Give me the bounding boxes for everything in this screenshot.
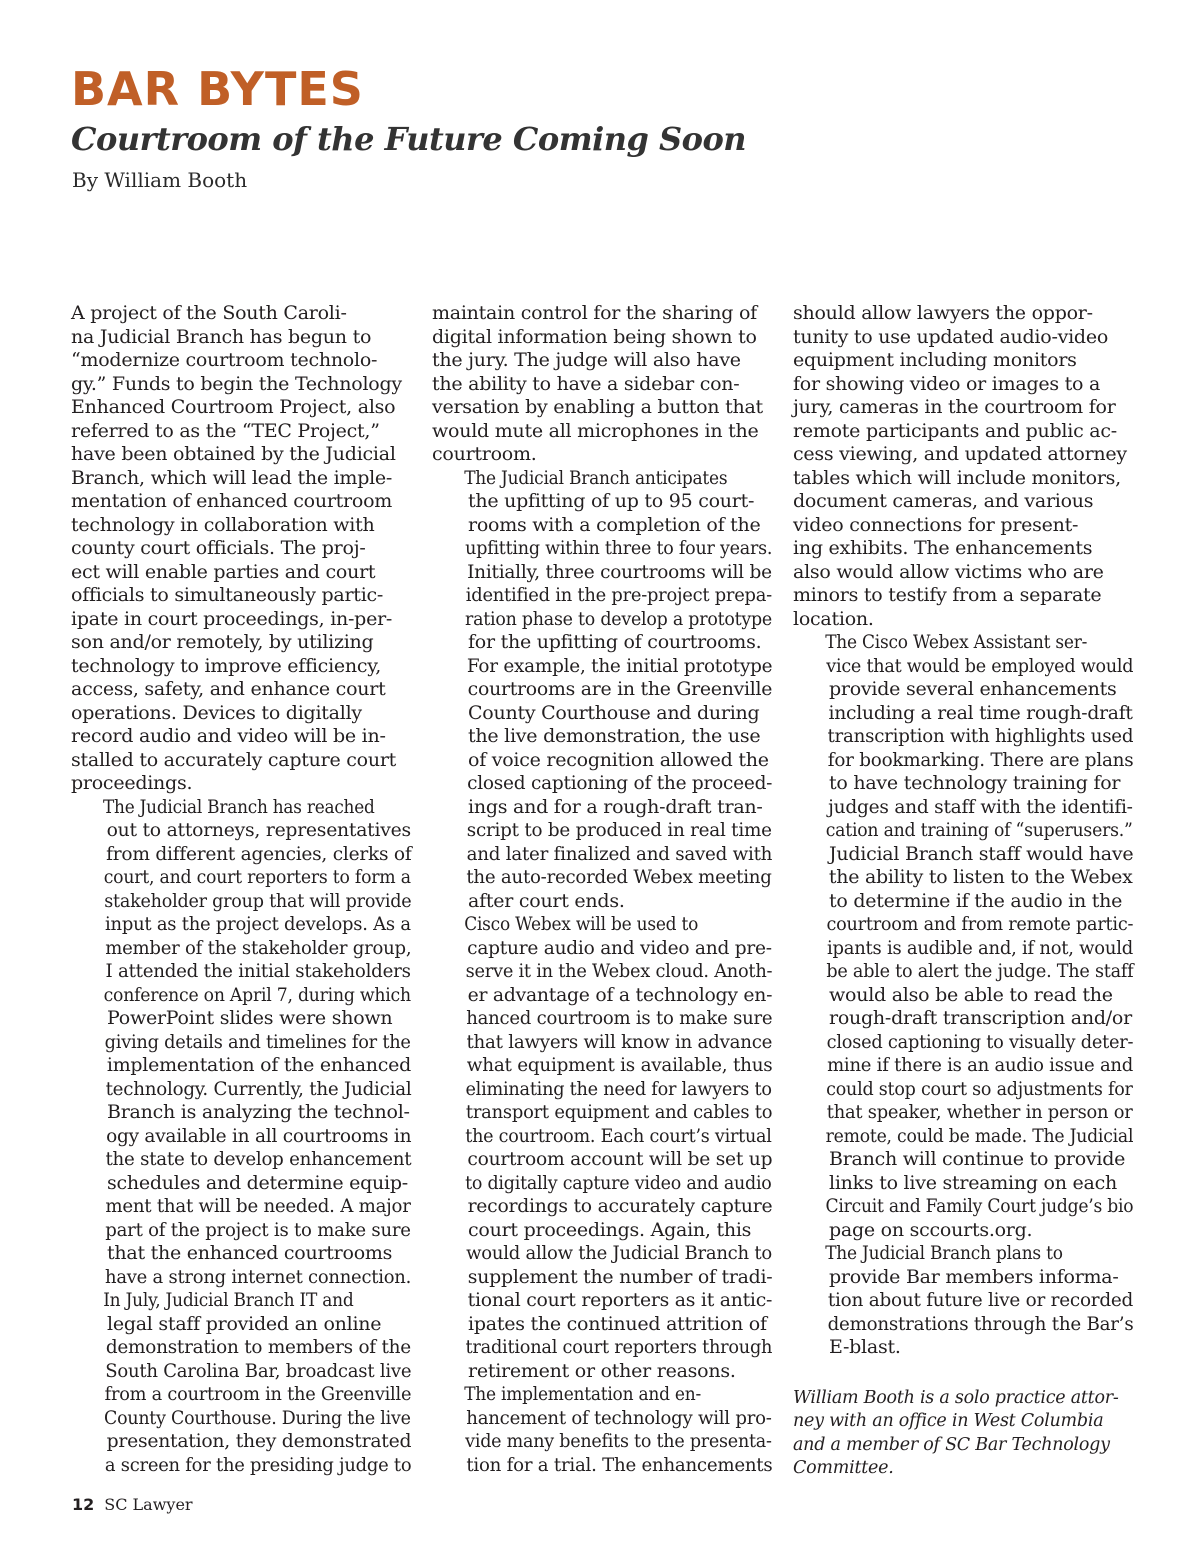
article-paragraph <box>432 302 772 467</box>
text-line: tion about future live or recorded <box>827 1289 1134 1311</box>
text-line: stakeholder group that will provide <box>104 889 412 912</box>
text-line: provide several enhancements <box>829 678 1117 700</box>
text-line: operations. Devices to digitally <box>71 701 362 724</box>
text-line: referred to as the “TEC Project,” <box>71 419 380 442</box>
byline: By William Booth <box>72 168 248 192</box>
text-line: PowerPoint slides were shown <box>107 1007 393 1029</box>
text-line: member of the stakeholder group, <box>105 936 412 959</box>
text-line: officials to simultaneously partic- <box>71 584 384 606</box>
text-line: William Booth is a solo practice attor- <box>793 1387 1119 1408</box>
text-line: and later finalized and saved with <box>466 842 773 865</box>
text-line: jury, cameras in the courtroom for <box>793 396 1116 418</box>
text-line: could stop court so adjustments for <box>826 1077 1133 1100</box>
text-line: would also be able to read the <box>829 983 1113 1006</box>
text-line: vide many benefits to the presenta- <box>465 1430 772 1452</box>
text-line: tion for a trial. The enhancements <box>466 1453 773 1476</box>
text-line: retirement or other reasons. <box>468 1359 736 1382</box>
text-line: rough-draft transcription and/or <box>829 1007 1132 1029</box>
text-line: from a courtroom in the Greenville <box>104 1383 412 1405</box>
text-line: from different agencies, clerks of <box>106 842 412 865</box>
text-line: have a strong internet connection. <box>105 1265 412 1288</box>
text-line: transcription with highlights used <box>827 725 1134 747</box>
text-line: cess viewing, and updated attorney <box>793 443 1127 465</box>
article-column-3 <box>793 302 1133 1481</box>
text-line: traditional court reporters through <box>465 1336 773 1358</box>
text-line: and a member of SC Bar Technology <box>793 1434 1110 1455</box>
text-line: hanced courtroom is to make sure <box>466 1007 773 1029</box>
text-line: ogy available in all courtrooms in <box>106 1124 412 1147</box>
text-line: hancement of technology will pro- <box>466 1406 772 1429</box>
article-paragraph <box>71 302 411 796</box>
text-line: ney with an office in West Columbia <box>793 1411 1104 1431</box>
article-paragraph <box>432 913 772 1383</box>
text-line: page on sccourts.org. <box>829 1218 1033 1241</box>
article-column-2 <box>432 302 772 1477</box>
text-line: minors to testify from a separate <box>793 584 1102 606</box>
text-line: input as the project develops. As a <box>105 913 411 935</box>
text-line: that the enhanced courtrooms <box>107 1242 393 1264</box>
text-line: versation by enabling a button that <box>432 396 763 418</box>
text-line: mine if there is an audio issue and <box>827 1054 1134 1076</box>
page-footer <box>72 1495 193 1514</box>
text-line: transport equipment and cables to <box>465 1101 773 1123</box>
text-line: be able to alert the judge. The staff <box>826 960 1134 982</box>
text-line: stalled to accurately capture court <box>71 748 397 771</box>
text-line: Enhanced Courtroom Project, also <box>71 396 396 418</box>
article-paragraph <box>432 467 772 914</box>
text-line: identified in the pre-project prepa- <box>465 584 772 606</box>
text-line: giving details and timelines for the <box>104 1030 411 1053</box>
text-line: what equipment is available, thus <box>466 1054 773 1076</box>
text-line: mentation of enhanced courtroom <box>71 490 393 512</box>
text-line: to determine if the audio in the <box>829 889 1123 912</box>
text-line: ipate in court proceedings, in-per- <box>71 607 393 630</box>
text-line: the jury. The judge will also have <box>432 349 741 371</box>
text-line: serve it in the Webex cloud. Anoth- <box>465 960 773 982</box>
text-line: county court officials. The proj- <box>71 537 366 559</box>
text-line: would allow the Judicial Branch to <box>466 1242 772 1264</box>
text-line: The Judicial Branch plans to <box>825 1242 1063 1264</box>
text-line: demonstration to members of the <box>105 1336 411 1358</box>
text-line: maintain control for the sharing of <box>432 302 757 324</box>
text-line: judges and staff with the identifi- <box>828 795 1133 818</box>
text-line: ect will enable parties and court <box>71 560 376 583</box>
text-line: court proceedings. Again, this <box>468 1218 752 1241</box>
article-paragraph <box>793 631 1133 1242</box>
text-line: that lawyers will know in advance <box>466 1030 773 1053</box>
text-line: vice that would be employed would <box>826 654 1134 677</box>
text-line: tables which will include monitors, <box>793 466 1121 489</box>
text-line: for the upfitting of courtrooms. <box>468 631 762 653</box>
article-column-1 <box>71 302 411 1477</box>
text-line: conference on April 7, during which <box>103 983 411 1006</box>
text-line: The Cisco Webex Assistant ser- <box>825 631 1088 653</box>
text-line: remote, could be made. The Judicial <box>825 1124 1134 1147</box>
text-line: the courtroom. Each court’s virtual <box>465 1124 772 1147</box>
text-line: a screen for the presiding judge to <box>104 1453 412 1476</box>
text-line: cation and training of “superusers.” <box>825 819 1133 841</box>
text-line: record audio and video will be in- <box>71 725 386 747</box>
article-paragraph <box>793 302 1133 631</box>
text-line: tional court reporters as it antic- <box>467 1289 773 1311</box>
publication-name: SC Lawyer <box>104 1495 193 1514</box>
text-line: for bookmarking. There are plans <box>827 748 1134 771</box>
text-line: the upfitting of up to 95 court- <box>468 490 755 512</box>
text-line: er advantage of a technology en- <box>467 983 773 1006</box>
text-line: Judicial Branch staff would have <box>829 842 1134 865</box>
text-line: including a real time rough-draft <box>828 701 1133 724</box>
text-line: access, safety, and enhance court <box>71 678 386 700</box>
text-line: to have technology training for <box>829 772 1121 794</box>
text-line: son and/or remotely, by utilizing <box>71 631 374 653</box>
text-line: schedules and determine equip- <box>107 1171 408 1194</box>
text-line: also would allow victims who are <box>793 560 1104 583</box>
text-line: remote participants and public ac- <box>793 419 1117 442</box>
text-line: technology in collaboration with <box>71 513 375 536</box>
text-line: Circuit and Family Court judge’s bio <box>825 1195 1134 1217</box>
article-paragraph <box>71 1289 411 1477</box>
article-paragraph <box>793 1242 1133 1360</box>
text-line: technology to improve efficiency, <box>71 654 382 677</box>
author-bio <box>793 1387 1133 1481</box>
text-line: courtroom and from remote partic- <box>826 913 1134 935</box>
text-line: location. <box>793 607 874 630</box>
text-line: Branch is analyzing the technol- <box>107 1101 410 1123</box>
text-line: the ability to have a sidebar con- <box>432 372 740 395</box>
text-line: proceedings. <box>71 772 193 794</box>
article-title: Courtroom of the Future Coming Soon <box>71 120 747 158</box>
page-number: 12 <box>72 1495 95 1514</box>
text-line: Branch, which will lead the imple- <box>71 466 393 489</box>
section-kicker: BAR BYTES <box>71 62 364 116</box>
text-line: Cisco Webex will be used to <box>464 913 699 935</box>
text-line: demonstrations through the Bar’s <box>827 1312 1134 1335</box>
text-line: ration phase to develop a prototype <box>464 607 772 630</box>
text-line: County Courthouse and during <box>468 701 760 724</box>
text-line: Branch will continue to provide <box>829 1148 1126 1170</box>
text-line: E-blast. <box>829 1336 901 1358</box>
text-line: recordings to accurately capture <box>467 1195 773 1217</box>
text-line: court, and court reporters to form a <box>103 866 411 888</box>
text-line: part of the project is to make sure <box>105 1218 411 1241</box>
text-line: presentation, they demonstrated <box>106 1430 412 1452</box>
text-line: the state to develop enhancement <box>105 1148 412 1170</box>
text-line: the ability to listen to the Webex <box>828 866 1133 888</box>
article-paragraph <box>71 796 411 1290</box>
text-line: of voice recognition allowed the <box>468 748 769 771</box>
text-line: provide Bar members informa- <box>829 1265 1119 1288</box>
text-line: would mute all microphones in the <box>432 419 759 442</box>
text-line: courtroom account will be set up <box>467 1148 773 1170</box>
text-line: The Judicial Branch has reached <box>103 795 375 818</box>
text-line: have been obtained by the Judicial <box>71 443 396 465</box>
text-line: The implementation and en- <box>464 1383 701 1405</box>
text-line: rooms with a completion of the <box>468 513 761 536</box>
text-line: gy.” Funds to begin the Technology <box>71 372 402 395</box>
text-line: A project of the South Caroli- <box>71 302 347 324</box>
text-line: eliminating the need for lawyers to <box>465 1077 772 1100</box>
text-line: video connections for present- <box>793 513 1079 536</box>
text-line: the live demonstration, the use <box>468 725 761 747</box>
text-line: for showing video or images to a <box>793 372 1101 395</box>
text-line: script to be produced in real time <box>466 819 772 841</box>
text-line: equipment including monitors <box>793 349 1077 371</box>
text-line: The Judicial Branch anticipates <box>464 466 728 489</box>
text-line: digital information being shown to <box>432 325 757 348</box>
text-line: ment that will be needed. A major <box>105 1195 411 1217</box>
text-line: supplement the number of tradi- <box>467 1265 773 1288</box>
text-line: capture audio and video and pre- <box>467 936 772 959</box>
text-line: ings and for a rough-draft tran- <box>468 795 763 818</box>
text-line: County Courthouse. During the live <box>103 1406 411 1429</box>
text-line: tunity to use updated audio-video <box>793 325 1109 348</box>
text-line: courtroom. <box>432 443 537 465</box>
text-line: links to live streaming on each <box>829 1171 1117 1194</box>
text-line: upfitting within three to four years. <box>465 537 773 559</box>
text-line: na Judicial Branch has begun to <box>71 325 372 348</box>
text-line: legal staff provided an online <box>107 1312 382 1335</box>
text-line: I attended the initial stakeholders <box>105 960 411 982</box>
text-line: implementation of the enhanced <box>106 1054 411 1076</box>
text-line: technology. Currently, the Judicial <box>105 1077 412 1100</box>
text-line: Committee. <box>793 1458 894 1478</box>
text-line: document cameras, and various <box>793 490 1094 512</box>
article-paragraph <box>432 1383 772 1477</box>
text-line: In July, Judicial Branch IT and <box>103 1289 354 1311</box>
text-line: For example, the initial prototype <box>466 654 773 677</box>
text-line: closed captioning of the proceed- <box>467 772 773 794</box>
text-line: ipants is audible and, if not, would <box>827 936 1133 959</box>
text-line: that speaker, whether in person or <box>826 1101 1133 1123</box>
text-line: to digitally capture video and audio <box>465 1171 772 1194</box>
text-line: after court ends. <box>468 889 625 912</box>
text-line: ipates the continued attrition of <box>468 1312 767 1335</box>
text-line: “modernize courtroom technolo- <box>71 349 378 371</box>
text-line: the auto-recorded Webex meeting <box>466 866 772 888</box>
text-line: courtrooms are in the Greenville <box>467 678 773 700</box>
text-line: Initially, three courtrooms will be <box>467 560 772 583</box>
text-line: out to attorneys, representatives <box>106 819 411 841</box>
text-line: closed captioning to visually deter- <box>826 1030 1134 1053</box>
text-line: should allow lawyers the oppor- <box>793 302 1093 324</box>
text-line: ing exhibits. The enhancements <box>793 537 1093 559</box>
text-line: South Carolina Bar, broadcast live <box>105 1359 412 1382</box>
